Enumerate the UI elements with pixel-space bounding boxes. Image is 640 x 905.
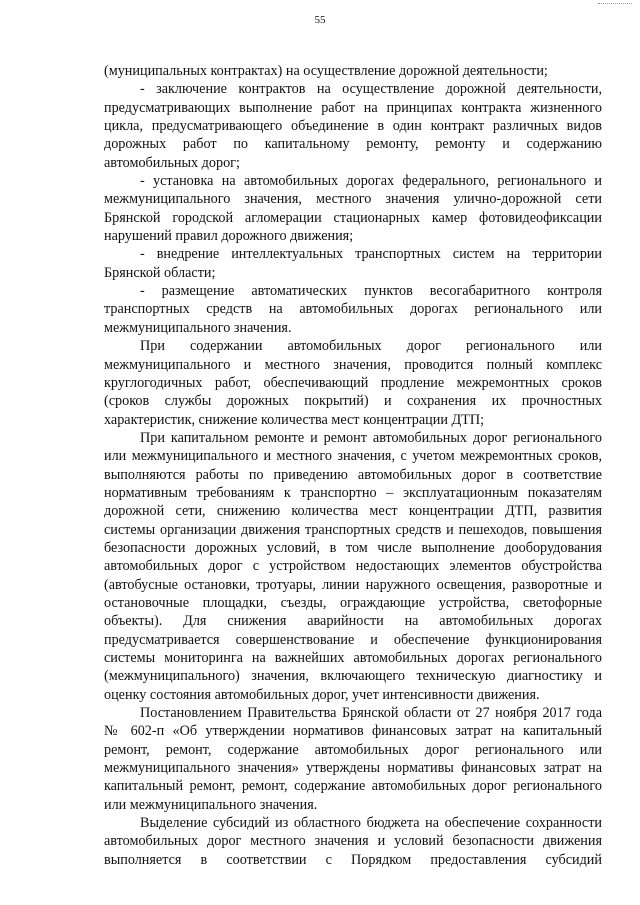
paragraph: Постановлением Правительства Брянской области от 27 ноября 2017 года № 602-п «Об утверждении нормативов финансовых затрат на капитальный ремонт, ремонт, содержание автомобильных дорог регионального или межмуниципального значения» утверждены нормативы финансовых затрат на капитальный ремонт, ремонт, содержание автомобильных дорог регионального или межмуниципального значения.	[104, 705, 602, 813]
paragraph: - заключение контрактов на осуществление дорожной деятельности, предусматривающих выполнение работ на принципах контракта жизненного цикла, предусматривающего объединение в один контракт различных видов дорожных работ по капитальному ремонту, ремонту и содержанию автомобильных дорог;	[104, 81, 602, 171]
paragraph: (муниципальных контрактах) на осуществление дорожной деятельности;	[104, 63, 548, 79]
body-text	[104, 62, 602, 869]
paragraph: - размещение автоматических пунктов весогабаритного контроля транспортных средств на автомобильных дорогах регионального или межмуниципального значения.	[104, 283, 602, 336]
paragraph: Выделение субсидий из областного бюджета на обеспечение сохранности автомобильных дорог местного значения и условий безопасности движения выполняется в соответствии с Порядком предоставления субсидий	[104, 815, 602, 868]
page-number: 55	[314, 14, 326, 26]
paragraph: При капитальном ремонте и ремонт автомобильных дорог регионального или межмуниципального и местного значения, с учетом межремонтных сроков, выполняются работы по приведению автомобильных дорог в соответствие нормативным требованиям к транспортно – эксплуатационным показателям дорожной сети, снижению количества мест концентрации ДТП, развития системы организации движения транспортных средств и пешеходов, повышения безопасности дорожных условий, в том числе выполнение дооборудования автомобильных дорог с устройством недостающих элементов обустройства (автобусные остановки, тротуары, линии наружного освещения, разворотные и остановочные площадки, съезды, ограждающие устройства, светофорные объекты). Для снижения аварийности на автомобильных дорогах предусматривается совершенствование и обеспечение функционирования системы мониторинга на важнейших автомобильных дорогах регионального (межмуниципального) значения, включающего техническую диагностику и оценку состояния автомобильных дорог, учет интенсивности движения.	[104, 429, 602, 703]
paragraph: При содержании автомобильных дорог регионального или межмуниципального и местного значения, проводится полный комплекс круглогодичных работ, обеспечивающий продление межремонтных сроков (сроков службы дорожных покрытий) и сохранения их прочностных характеристик, снижение количества мест концентрации ДТП;	[104, 338, 602, 428]
paragraph: - внедрение интеллектуальных транспортных систем на территории Брянской области;	[104, 246, 602, 281]
paragraph: - установка на автомобильных дорогах федерального, регионального и межмуниципального значения, местного значения улично-дорожной сети Брянской городской агломерации стационарных камер фотовидеофиксации нарушений правил дорожного движения;	[104, 173, 602, 245]
corner-scan-mark	[598, 3, 632, 5]
